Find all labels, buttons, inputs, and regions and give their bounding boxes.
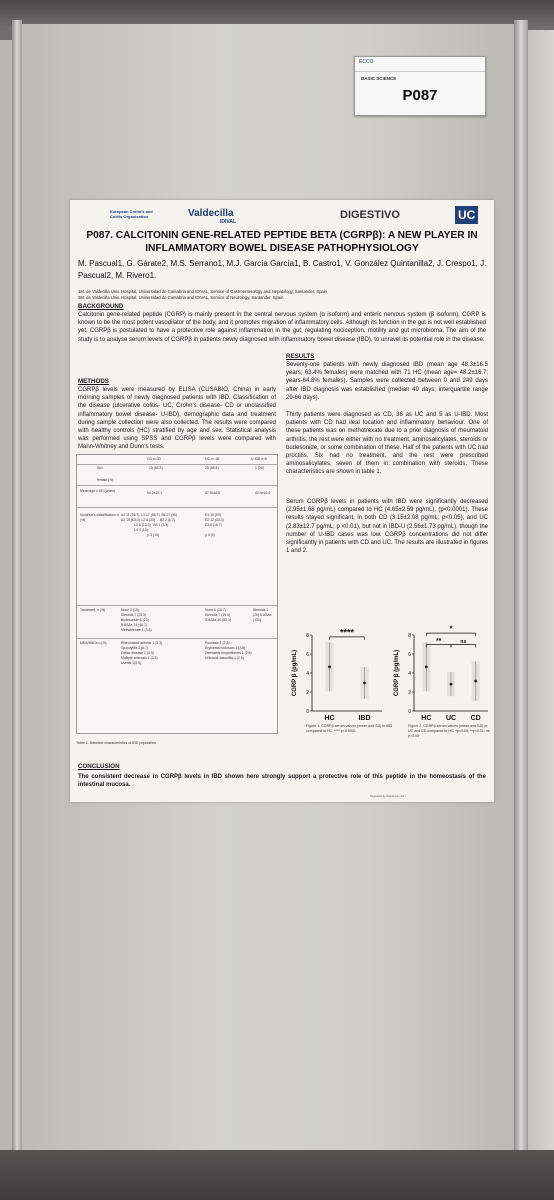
methods-text: CGRPβ levels were measured by ELISA (CUSABIO, China) in early morning samples of newly diagnosed patients with IBD. Classification of the disease (ulcerative colitis- UC, Crohn's disease- CD or unclassified inflammatory bowel disease- U-IBD), demographic data and treatment during sample collection were also collected. The results were compared with healthy controls (HC) stratified by age and sex. Statistical analysis was performed using SPSS and CGRPβ levels were compared with Mann-Whitney and Dunn's tests.: [78, 387, 276, 451]
table-cell: Rheumatoid arthritis 1 (3.3) Spondylitis 2 (6.7) Celiac disease 1 (3.3) Multiple sclerosis 1 (3.3) Uveitis 1(3.3): [121, 641, 163, 665]
authors: M. Pascual1, G. Gárate2, M.S. Serrano1, M.J. García García1, B. Castro1, V. González Quintanilla2, J. Crespo1, J. Pascual2, M. Rivero1.: [78, 259, 487, 280]
figure-2-chart: [390, 625, 494, 725]
background-text: Calcitonin gene-related peptide (CGRP) is mainly present in the central nervous system (α isoform) and enteric nervous system (β isoform). CGRP is known to be the most potent vasodilator of the body, and it promotes migration of inflammatory cells. Although its function in the gut is not well established yet, CGRPβ is postulated to have a protective role against inflammation in the gut, regulating nociception, motility and gut microbioma. The aim of the study is to analyse serum levels of CGRPβ in patients newly diagnosed with inflammatory bowel disease (IBD), to unravel its potential role in the disease.: [78, 312, 486, 343]
figure-1-chart: [288, 625, 388, 725]
x-tick-label: IBD: [358, 715, 371, 722]
table-cell: A1 11 (36.7) L1 17 (56.7) B1 27 (90) A2 19 (63.3) L2 6 (20) B2 2 (6.7) L3 6 (13.3) B3 1 (3.3) L4 3 (10) p 3 (10): [121, 513, 178, 537]
mean-point: [328, 665, 331, 668]
table-header-cd: CD n=30: [147, 457, 161, 461]
results-text-3: Serum CGRPβ levels in patients with IBD were significantly decreased (2.95±1.68 pg/mL) compared to HC (4.65±2.59 pg/mL), (p<0.0001). These results stayed significant, in both CD (3.15±2.08 pg/mL; p<0.05), and UC (2.83±12.7 pg/mL; p <0.01), but not in IBD-U (2.56±1.73 pg/mL), though the number of U-IBD cases was low. CGRPβ concentrations did not differ significantly in patients with CD and UC. The results are illustrated in figures 1 and 2.: [286, 499, 488, 555]
table-caption: Table 1. Baseline characteristics of IBD population: [76, 741, 156, 745]
y-tick-label: 8: [306, 632, 309, 639]
y-tick-label: 2: [408, 689, 411, 696]
tag-logo-text: ECCO: [359, 59, 374, 65]
poster: [70, 200, 494, 802]
mean-point: [425, 665, 428, 668]
x-tick-label: UC: [445, 715, 457, 722]
y-tick-label: 4: [306, 670, 309, 677]
x-tick-label: HC: [324, 715, 335, 722]
table-cell: None 3 (10) Steroids 7 (23.3) Budesonide 6 (20) 5-ASAs 14 (46.7) Methotrexate 1 (3.3): [121, 608, 152, 632]
results-text-1: Seventy-one patients with newly diagnosed IBD (mean age 48.3±16.5 years; 63.4% females) were matched with 71 HC (mean age= 48.2±16.7; years-64.8% females). Samples were collected between 0 and 249 days after IBD diagnosis was established (median 49 days; interquartile range 29-66 days).: [286, 362, 488, 401]
adjacent-board: [528, 30, 554, 1160]
digestivo-logo: DIGESTIVO: [340, 209, 400, 221]
table-line: [77, 464, 277, 465]
left-frame-pole: [12, 20, 22, 1160]
y-tick-label: 0: [306, 708, 309, 715]
table-cell: 42.4±10.4: [255, 491, 271, 495]
x-tick-label: HC: [421, 715, 432, 722]
logo-row: [110, 206, 480, 228]
right-frame-pole: [514, 20, 528, 1160]
table-line: [77, 638, 277, 639]
table-cell: Psoriasis 1 (2.8) Erythema nodosum 1 (2.8) Dermatitis herpetiformis 1 (2.8) Urticarial vasculitis 1 (2.8): [205, 641, 252, 660]
table-cell: Sex: [97, 466, 103, 470]
x-tick-label: CD: [470, 715, 481, 722]
significance-label: *: [449, 625, 453, 634]
mean-point: [474, 680, 477, 683]
tag-section: BASIC SCIENCE: [361, 76, 397, 81]
y-tick-label: 8: [408, 632, 411, 639]
mean-point: [363, 682, 366, 685]
y-tick-label: 6: [306, 651, 309, 658]
uc-logo: UC: [455, 206, 478, 224]
tag-header: [355, 57, 485, 72]
figure-2-caption: Figure 2. CGRPβ serum values (mean and SD) in UC and CD compared to HC. *p<0.05; **p<0.01; ns p>0.05: [408, 724, 490, 738]
table-cell: 50.2±19.1: [147, 491, 163, 495]
idival-logo: IDIVAL: [220, 219, 237, 225]
table-cell: 47.5±16.8: [205, 491, 221, 495]
table-cell: Montreal's classification n (%): [80, 513, 119, 522]
conclusion-text: The consistent decrease in CGRPβ levels in IBD shown here strongly support a protective role of this peptide in the homeostasis of the intestinal mucosa.: [78, 774, 486, 789]
table-cell: Mean age ± SD (years): [80, 489, 116, 493]
significance-label: ns: [460, 639, 467, 645]
significance-label: **: [435, 638, 442, 645]
y-tick-label: 0: [408, 708, 411, 715]
table-cell: Steroids 1 (20) 5-ASAs (100): [253, 608, 272, 622]
table-line: [77, 605, 277, 606]
table-header-uc: UC n= 36: [205, 457, 220, 461]
conclusion-heading: CONCLUSION: [78, 763, 120, 770]
table-line: [77, 507, 277, 508]
affiliation-2: 2M. de Valdecilla Univ. Hospital, Universidad de Cantabria and IDIVAL, Service of Neurology, Santander, Spain: [78, 295, 284, 300]
figure-1-caption: Figure 1. CGRPβ serum values (mean and SD) in IBD compared to HC. **** p<0.0001: [306, 724, 393, 733]
background-heading: BACKGROUND: [78, 303, 124, 310]
funding-note: Supported by Grants from the ...: [370, 795, 408, 798]
y-tick-label: 4: [408, 670, 411, 677]
table-cell: Treatment, n (%): [80, 608, 106, 612]
table-cell: 25 (69.4): [205, 466, 219, 470]
floor: [0, 1150, 554, 1200]
table-cell: female (%): [97, 478, 114, 482]
table-cell: 1 (20): [255, 466, 264, 470]
methods-heading: METHODS: [78, 378, 109, 385]
valdecilla-logo: Valdecilla: [188, 208, 234, 219]
table-header-uibd: U-IBD n=5: [251, 457, 267, 461]
affiliation-1: 1M. de Valdecilla Univ. Hospital, Universidad de Cantabria and IDIVAL, Service of Gastroenterology and Hepatology, Santander, Spain: [78, 289, 327, 294]
y-tick-label: 2: [306, 689, 309, 696]
results-text-2: Thirty patients were diagnosed as CD, 36 as UC and 5 as U-IBD. Most patients with CD had ileal location and inflammatory behaviour. One of these patients was on methotrexate due to a prior diagnosis of rheumatoid arthritis; the rest were either with no treatment, aminosalicylates, steroids or budesonide, or some combination of these. Half of the patients with UC had proctitis. Six had no treatment, and the rest were prescribed aminosalicylates, seven of them in combination with steroids. These characteristics are shown in table 1.: [286, 412, 488, 476]
table-cell: MEIs/IMIDs n (%): [80, 641, 107, 645]
significance-label: ****: [339, 627, 355, 638]
booth-number-tag: [354, 56, 486, 116]
ceiling: [0, 0, 554, 26]
baseline-table: [76, 454, 278, 734]
y-axis-label: CGRP β (pg/mL): [292, 649, 298, 697]
tag-poster-code: P087: [402, 87, 438, 104]
table-cell: 19 (63.3): [149, 466, 163, 470]
table-cell: None 6 (16.7) Steroids 7 (19.4) 5-ASAs 30 (83.3): [205, 608, 232, 622]
affiliations: [78, 289, 488, 301]
table-cell: E1 18 (50) E2 12 (33.3) E3 6 (16.7) p 0 (0): [205, 513, 224, 537]
mean-point: [450, 683, 453, 686]
y-axis-label: CGRP β (pg/mL): [394, 649, 400, 697]
poster-title: P087. CALCITONIN GENE-RELATED PEPTIDE BETA (CGRPβ): A NEW PLAYER IN INFLAMMATORY BOWEL DISEASE PATHOPHYSIOLOGY: [86, 230, 478, 254]
results-heading: RESULTS: [286, 353, 315, 360]
table-line: [77, 485, 277, 486]
y-tick-label: 6: [408, 651, 411, 658]
ecco-logo: European Crohn's and Colitis Organisation: [110, 209, 153, 219]
